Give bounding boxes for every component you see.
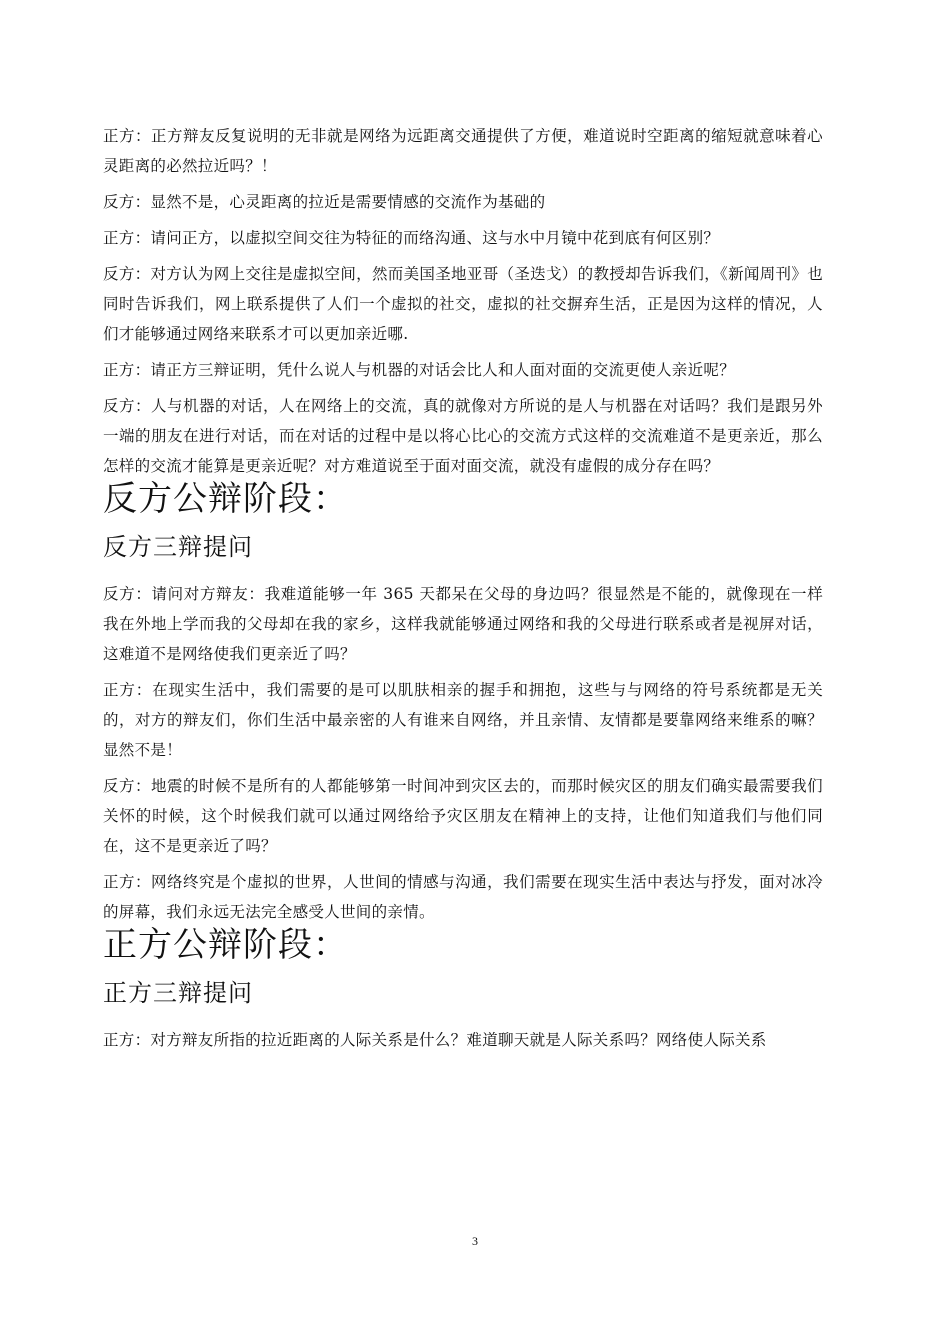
paragraph: 反方：人与机器的对话，人在网络上的交流，真的就像对方所说的是人与机器在对话吗？我们是跟另外一端的朋友在进行对话，而在对话的过程中是以将心比心的交流方式这样的交流难道不是更亲近，那么怎样的交流才能算是更亲近呢？对方难道说至于面对面交流，就没有虚假的成分存在吗？ — [103, 397, 823, 475]
section-subheading: 正方三辩提问 — [103, 979, 253, 1007]
page-content — [103, 121, 823, 1061]
section-heading: 反方公辩阶段： — [103, 479, 348, 519]
paragraph: 正方：在现实生活中，我们需要的是可以肌肤相亲的握手和拥抱，这些与与网络的符号系统都是无关的，对方的辩友们，你们生活中最亲密的人有谁来自网络，并且亲情、友情都是要靠网络来维系的嘛？显然不是！ — [103, 681, 823, 759]
paragraph: 反方：地震的时候不是所有的人都能够第一时间冲到灾区去的，而那时候灾区的朋友们确实最需要我们关怀的时候，这个时候我们就可以通过网络给予灾区朋友在精神上的支持，让他们知道我们与他们同在，这不是更亲近了吗？ — [103, 777, 823, 855]
page-number: 3 — [472, 1234, 478, 1248]
paragraph: 正方：请正方三辩证明，凭什么说人与机器的对话会比人和人面对面的交流更使人亲近呢？ — [103, 361, 736, 379]
paragraph: 正方：请问正方，以虚拟空间交往为特征的而络沟通、这与水中月镜中花到底有何区别？ — [103, 229, 720, 247]
paragraph: 反方：对方认为网上交往是虚拟空间，然而美国圣地亚哥（圣迭戈）的教授却告诉我们，《新闻周刊》也同时告诉我们，网上联系提供了人们一个虚拟的社交，虚拟的社交摒弃生活，正是因为这样的情况，人们才能够通过网络来联系才可以更加亲近哪. — [103, 265, 823, 343]
paragraph: 正方：网络终究是个虚拟的世界，人世间的情感与沟通，我们需要在现实生活中表达与抒发，面对冰冷的屏幕，我们永远无法完全感受人世间的亲情。 — [103, 873, 823, 921]
paragraph: 反方：请问对方辩友：我难道能够一年 365 天都呆在父母的身边吗？很显然是不能的，就像现在一样我在外地上学而我的父母却在我的家乡，这样我就能够通过网络和我的父母进行联系或者是视屏对话，这难道不是网络使我们更亲近了吗？ — [103, 585, 823, 663]
section-subheading: 反方三辩提问 — [103, 533, 253, 561]
paragraph: 正方：对方辩友所指的拉近距离的人际关系是什么？难道聊天就是人际关系吗？网络使人际关系 — [103, 1031, 767, 1049]
paragraph: 反方：显然不是，心灵距离的拉近是需要情感的交流作为基础的 — [103, 193, 546, 211]
section-heading: 正方公辩阶段： — [103, 925, 348, 965]
paragraph: 正方：正方辩友反复说明的无非就是网络为远距离交通提供了方便，难道说时空距离的缩短就意味着心灵距离的必然拉近吗？！ — [103, 127, 823, 175]
